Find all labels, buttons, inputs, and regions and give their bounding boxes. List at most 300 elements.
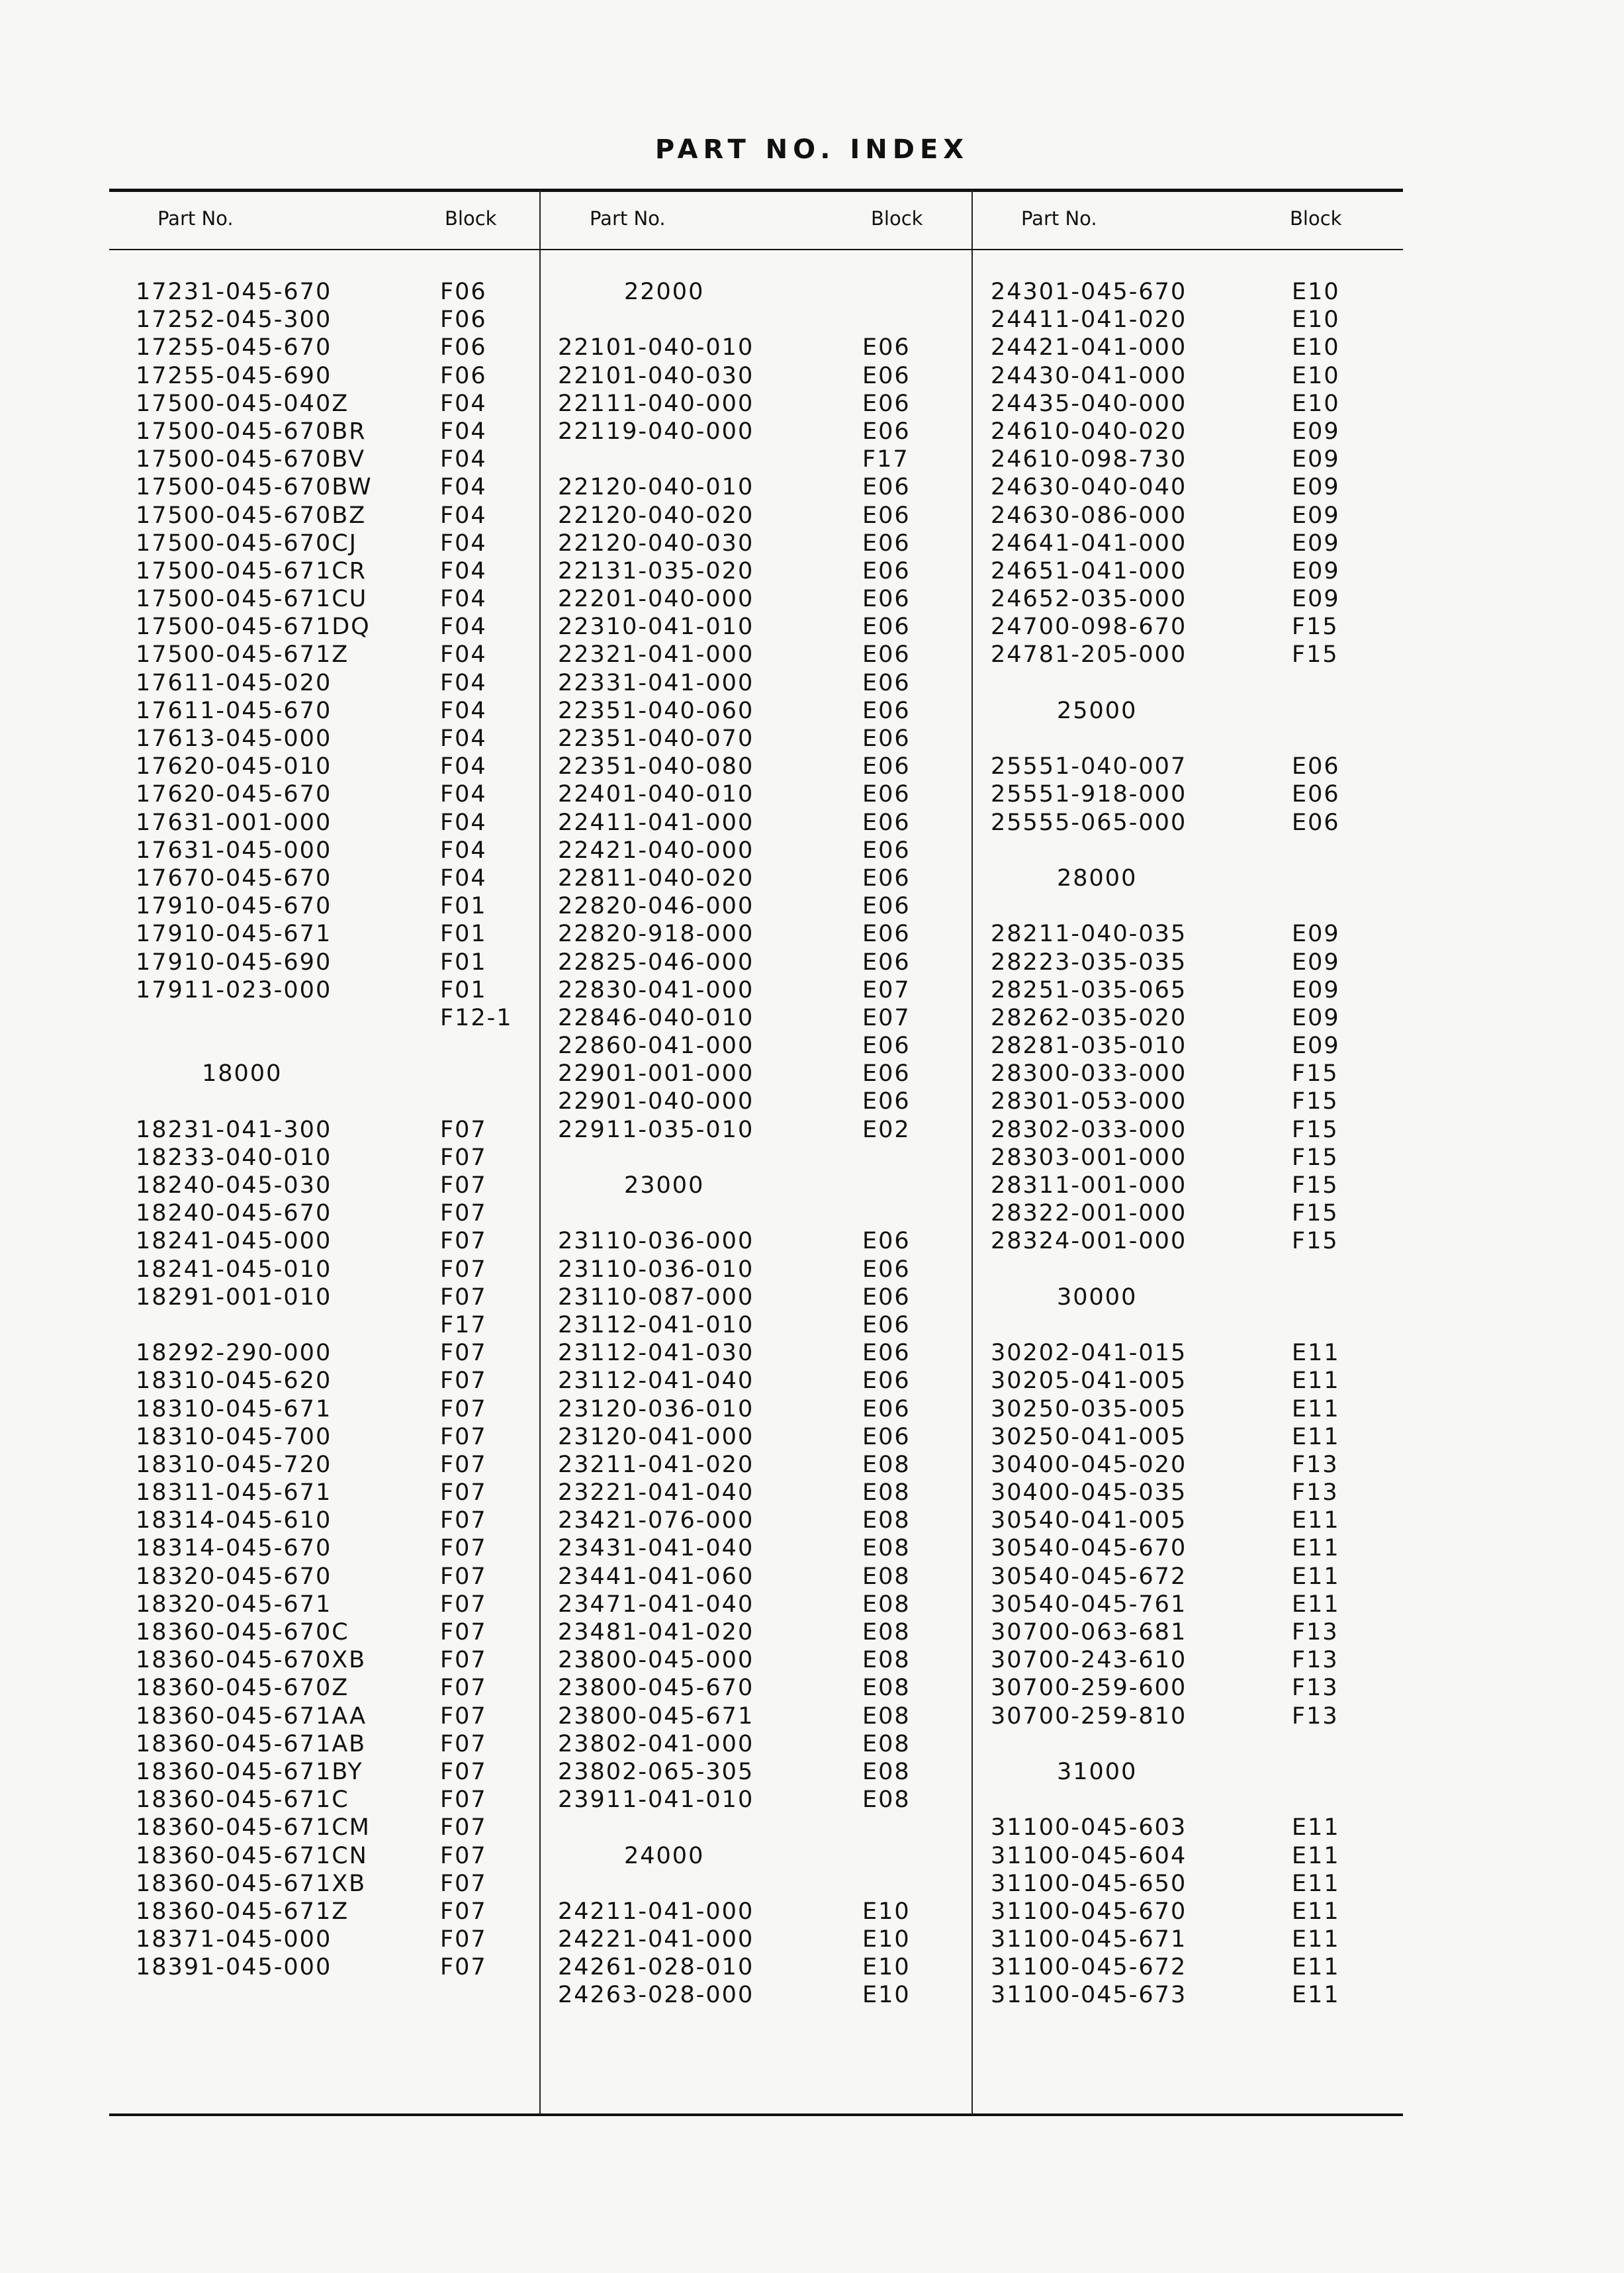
- index-row: [991, 1786, 1358, 1814]
- index-row: [991, 1925, 1358, 1953]
- index-row: [136, 892, 513, 920]
- block-code: E06: [862, 530, 911, 557]
- block-code: E08: [862, 1702, 911, 1730]
- part-number: 18360-045-670XB: [136, 1647, 367, 1674]
- index-row: [558, 1116, 928, 1144]
- part-number: 30540-041-005: [991, 1507, 1187, 1534]
- index-row: [558, 1563, 928, 1591]
- part-number: 17620-045-010: [136, 753, 332, 780]
- part-number: [558, 1814, 862, 1841]
- part-number: 24781-205-000: [991, 641, 1187, 669]
- index-row: [136, 1534, 513, 1562]
- top-rule: [109, 189, 1403, 192]
- block-code: F04: [440, 586, 487, 613]
- part-number: 17500-045-671DQ: [136, 614, 371, 641]
- part-number: 18360-045-671XB: [136, 1870, 367, 1897]
- part-number: 23110-036-010: [558, 1256, 754, 1283]
- part-number: 23802-065-305: [558, 1758, 754, 1785]
- index-row: [558, 892, 928, 920]
- block-code: E11: [1292, 1423, 1340, 1450]
- index-row: [136, 1953, 513, 1981]
- index-row: [558, 557, 928, 585]
- index-row: [991, 445, 1358, 473]
- index-row: [136, 473, 513, 501]
- block-code: E10: [1292, 279, 1340, 305]
- part-number: [991, 669, 1292, 697]
- block-code: F06: [440, 362, 487, 389]
- index-row: [991, 502, 1358, 530]
- index-row: [136, 1814, 513, 1841]
- part-number: 17231-045-670: [136, 279, 332, 305]
- index-row: [558, 1981, 928, 2009]
- block-code: F04: [440, 641, 487, 669]
- block-code: F07: [440, 1507, 487, 1534]
- block-code: E06: [862, 614, 911, 641]
- index-row: [558, 1507, 928, 1534]
- part-number: 30700-259-810: [991, 1702, 1187, 1730]
- index-row: [136, 1199, 513, 1227]
- block-code: F07: [440, 1954, 487, 1981]
- index-row: [558, 753, 928, 780]
- index-row: [558, 613, 928, 641]
- block-code: F07: [440, 1702, 487, 1730]
- index-row: [991, 1953, 1358, 1981]
- block-code: E06: [862, 1340, 911, 1367]
- header-block: Block: [445, 207, 497, 230]
- block-code: F07: [440, 1842, 487, 1869]
- part-number: 22901-001-000: [558, 1060, 754, 1088]
- part-number: 23800-045-671: [558, 1702, 754, 1730]
- index-row: [991, 1479, 1358, 1507]
- group-heading: [558, 1842, 928, 1870]
- block-code: F01: [440, 976, 487, 1003]
- block-code: F07: [440, 1200, 487, 1227]
- index-row: [991, 1339, 1358, 1367]
- block-code: E11: [1292, 1898, 1340, 1925]
- part-number: 24263-028-000: [558, 1982, 754, 2009]
- index-row: [991, 1730, 1358, 1758]
- part-number: 24610-040-020: [991, 418, 1187, 445]
- index-row: [558, 445, 928, 473]
- part-number: 24411-041-020: [991, 306, 1187, 334]
- index-row: [558, 1088, 928, 1115]
- part-number: 18320-045-670: [136, 1563, 332, 1590]
- block-code: E09: [1292, 446, 1340, 473]
- block-code: F17: [862, 446, 909, 473]
- part-number: 23120-036-010: [558, 1395, 754, 1422]
- index-row: [136, 1116, 513, 1144]
- block-code: F07: [440, 1898, 487, 1925]
- block-code: E11: [1292, 1870, 1340, 1897]
- index-row: [558, 1144, 928, 1172]
- part-number: 17911-023-000: [136, 976, 332, 1003]
- part-number: 30250-035-005: [991, 1395, 1187, 1422]
- part-number: 18314-045-610: [136, 1507, 332, 1534]
- index-row: [991, 1507, 1358, 1534]
- index-row: [558, 1702, 928, 1730]
- block-code: E11: [1292, 1814, 1340, 1841]
- part-number: 17500-045-670BZ: [136, 502, 367, 529]
- index-row: [558, 502, 928, 530]
- part-number: 22401-040-010: [558, 781, 754, 808]
- part-number: 22111-040-000: [558, 390, 754, 417]
- part-number: 25551-918-000: [991, 781, 1187, 808]
- index-row: [991, 892, 1358, 920]
- block-code: E11: [1292, 1842, 1340, 1869]
- part-number: 17500-045-670BW: [136, 474, 373, 501]
- part-number: 28251-035-065: [991, 976, 1187, 1003]
- part-number: 28223-035-035: [991, 949, 1187, 976]
- block-code: F07: [440, 1675, 487, 1702]
- block-code: E11: [1292, 1368, 1340, 1395]
- block-code: F04: [440, 697, 487, 724]
- block-code: F04: [440, 837, 487, 864]
- part-number: 18310-045-671: [136, 1395, 332, 1422]
- index-row: [136, 1283, 513, 1311]
- part-number: [991, 892, 1292, 920]
- header-block: Block: [1290, 207, 1342, 230]
- block-code: E08: [862, 1647, 911, 1674]
- block-code: E06: [862, 669, 911, 696]
- part-number: 31100-045-603: [991, 1814, 1187, 1841]
- part-number: 17255-045-690: [136, 362, 332, 389]
- part-number: 24301-045-670: [991, 279, 1187, 305]
- index-row: [991, 1423, 1358, 1451]
- block-code: F04: [440, 530, 487, 557]
- part-number: 28311-001-000: [991, 1172, 1187, 1199]
- index-row: [558, 1395, 928, 1423]
- part-number: [136, 1088, 440, 1115]
- block-code: E06: [1292, 809, 1340, 836]
- index-row: [136, 613, 513, 641]
- index-row: [136, 920, 513, 948]
- block-code: E09: [1292, 921, 1340, 948]
- index-row: [558, 1674, 928, 1702]
- group-number: 22000: [624, 279, 705, 305]
- block-code: F07: [440, 1647, 487, 1674]
- part-number: 22351-040-060: [558, 697, 754, 724]
- part-number: 18360-045-671AB: [136, 1730, 367, 1757]
- part-number: 30700-243-610: [991, 1647, 1187, 1674]
- part-number: [991, 725, 1292, 753]
- block-code: F04: [440, 753, 487, 780]
- index-row: [558, 864, 928, 892]
- header-part-no: Part No.: [1021, 207, 1097, 230]
- index-row: [136, 1311, 513, 1339]
- part-number: 17252-045-300: [136, 306, 332, 334]
- block-code: E06: [862, 641, 911, 669]
- index-row: [558, 1227, 928, 1255]
- block-code: E06: [862, 502, 911, 529]
- part-number: 17611-045-670: [136, 697, 332, 724]
- group-number: 24000: [624, 1842, 705, 1869]
- part-number: 17500-045-671Z: [136, 641, 349, 669]
- block-code: F04: [440, 474, 487, 501]
- index-row: [136, 278, 513, 306]
- part-number: 24641-041-000: [991, 530, 1187, 557]
- index-row: [136, 697, 513, 725]
- block-code: E06: [862, 1368, 911, 1395]
- index-row: [136, 1367, 513, 1395]
- index-row: [991, 1060, 1358, 1088]
- block-code: F07: [440, 1228, 487, 1255]
- index-row: [136, 557, 513, 585]
- part-number: 18360-045-670C: [136, 1619, 349, 1646]
- block-code: F04: [440, 557, 487, 584]
- part-number: 30202-041-015: [991, 1340, 1187, 1367]
- block-code: E09: [1292, 502, 1340, 529]
- part-number: 18241-045-000: [136, 1228, 332, 1255]
- block-code: E10: [862, 1954, 911, 1981]
- part-number: 22331-041-000: [558, 669, 754, 696]
- block-code: E07: [862, 976, 911, 1003]
- block-code: F15: [1292, 1144, 1339, 1171]
- header-rule: [109, 249, 1403, 250]
- part-number: 18240-045-670: [136, 1200, 332, 1227]
- block-code: E09: [1292, 586, 1340, 613]
- index-row: [558, 1339, 928, 1367]
- index-row: [991, 1004, 1358, 1032]
- block-code: F07: [440, 1256, 487, 1283]
- part-number: 30540-045-672: [991, 1563, 1187, 1590]
- block-code: E06: [862, 1395, 911, 1422]
- part-number: 28301-053-000: [991, 1088, 1187, 1115]
- block-code: E07: [862, 1004, 911, 1031]
- page-title: PART NO. INDEX: [654, 134, 970, 165]
- part-number: 23110-087-000: [558, 1283, 754, 1311]
- index-row: [991, 1116, 1358, 1144]
- header-part-no: Part No.: [158, 207, 234, 230]
- index-row: [991, 837, 1358, 864]
- index-row: [558, 780, 928, 808]
- index-row: [558, 306, 928, 334]
- index-row: [136, 1618, 513, 1646]
- block-code: F07: [440, 1591, 487, 1618]
- block-code: F07: [440, 1814, 487, 1841]
- part-number: 18360-045-671AA: [136, 1702, 367, 1730]
- index-row: [558, 1758, 928, 1786]
- index-row: [136, 725, 513, 753]
- part-number: 17500-045-671CU: [136, 586, 368, 613]
- index-row: [991, 1088, 1358, 1115]
- block-code: E09: [1292, 949, 1340, 976]
- part-number: 22101-040-030: [558, 362, 754, 389]
- index-row: [136, 1842, 513, 1870]
- part-number: 31100-045-671: [991, 1926, 1187, 1953]
- part-number: 25555-065-000: [991, 809, 1187, 836]
- index-row: [558, 1953, 928, 1981]
- part-number: 28302-033-000: [991, 1116, 1187, 1143]
- block-code: E11: [1292, 1926, 1340, 1953]
- part-number: 18292-290-000: [136, 1340, 332, 1367]
- index-row: [558, 1870, 928, 1898]
- block-code: E08: [862, 1591, 911, 1618]
- index-row: [558, 1898, 928, 1925]
- index-row: [558, 362, 928, 390]
- part-number: 18240-045-030: [136, 1172, 332, 1199]
- part-number: 17910-045-670: [136, 893, 332, 920]
- index-row: [991, 585, 1358, 613]
- index-row: [136, 1786, 513, 1814]
- index-row: [991, 1702, 1358, 1730]
- part-number: [136, 1032, 440, 1060]
- part-number: 23112-041-040: [558, 1368, 754, 1395]
- part-number: 22911-035-010: [558, 1116, 754, 1143]
- index-row: [991, 1032, 1358, 1060]
- block-code: E10: [862, 1898, 911, 1925]
- part-number: 22830-041-000: [558, 976, 754, 1003]
- block-code: F07: [440, 1283, 487, 1311]
- part-number: 24261-028-010: [558, 1954, 754, 1981]
- group-number: 18000: [202, 1060, 283, 1088]
- block-code: F13: [1292, 1451, 1339, 1478]
- block-code: E06: [1292, 753, 1340, 780]
- block-code: E08: [862, 1479, 911, 1507]
- index-row: [136, 949, 513, 976]
- index-row: [558, 1283, 928, 1311]
- index-row: [991, 390, 1358, 418]
- part-number: 18291-001-010: [136, 1283, 332, 1311]
- index-row: [991, 306, 1358, 334]
- header-block: Block: [871, 207, 923, 230]
- part-number: [991, 1311, 1292, 1339]
- part-number: 23911-041-010: [558, 1786, 754, 1814]
- index-row: [558, 1256, 928, 1283]
- part-number: 23221-041-040: [558, 1479, 754, 1507]
- part-number: 30700-259-600: [991, 1675, 1187, 1702]
- index-row: [991, 1563, 1358, 1591]
- part-number: 23431-041-040: [558, 1535, 754, 1562]
- part-number: 17631-001-000: [136, 809, 332, 836]
- index-row: [991, 1172, 1358, 1199]
- part-number: [991, 1786, 1292, 1814]
- index-column-2: [558, 278, 928, 2010]
- index-row: [136, 1423, 513, 1451]
- part-number: 28300-033-000: [991, 1060, 1187, 1088]
- column-divider: [971, 190, 973, 2115]
- part-number: 23112-041-010: [558, 1311, 754, 1338]
- block-code: E06: [862, 837, 911, 864]
- block-code: F15: [1292, 1172, 1339, 1199]
- index-row: [136, 1870, 513, 1898]
- index-row: [558, 1591, 928, 1618]
- block-code: F04: [440, 390, 487, 417]
- part-number: 30400-045-035: [991, 1479, 1187, 1507]
- index-row: [991, 613, 1358, 641]
- part-number: 18310-045-720: [136, 1451, 332, 1478]
- part-number: [136, 1311, 440, 1339]
- block-code: F07: [440, 1926, 487, 1953]
- index-row: [558, 1451, 928, 1479]
- part-number: 23421-076-000: [558, 1507, 754, 1534]
- index-row: [991, 1898, 1358, 1925]
- index-row: [558, 949, 928, 976]
- index-row: [136, 864, 513, 892]
- index-row: [136, 445, 513, 473]
- header-part-no: Part No.: [590, 207, 666, 230]
- index-row: [991, 1395, 1358, 1423]
- index-row: [991, 1227, 1358, 1255]
- part-number: 31100-045-670: [991, 1898, 1187, 1925]
- index-row: [991, 1367, 1358, 1395]
- part-number: 17613-045-000: [136, 725, 332, 752]
- index-row: [136, 809, 513, 837]
- part-number: 17611-045-020: [136, 669, 332, 696]
- part-number: 24630-040-040: [991, 474, 1187, 501]
- part-number: 24221-041-000: [558, 1926, 754, 1953]
- block-code: E06: [862, 557, 911, 584]
- block-code: E08: [862, 1563, 911, 1590]
- index-row: [558, 1032, 928, 1060]
- block-code: E11: [1292, 1982, 1340, 2009]
- index-row: [558, 1730, 928, 1758]
- block-code: F15: [1292, 1200, 1339, 1227]
- part-number: 24421-041-000: [991, 334, 1187, 361]
- part-number: 18314-045-670: [136, 1535, 332, 1562]
- index-row: [991, 334, 1358, 361]
- index-row: [558, 390, 928, 418]
- block-code: F01: [440, 893, 487, 920]
- part-number: 24211-041-000: [558, 1898, 754, 1925]
- part-number: 23211-041-020: [558, 1451, 754, 1478]
- index-row: [136, 530, 513, 557]
- index-row: [558, 1534, 928, 1562]
- block-code: F12-1: [440, 1004, 513, 1031]
- index-row: [136, 1563, 513, 1591]
- part-number: 22101-040-010: [558, 334, 754, 361]
- block-code: F13: [1292, 1702, 1339, 1730]
- block-code: E06: [862, 1256, 911, 1283]
- part-number: [558, 1870, 862, 1898]
- block-code: E06: [862, 586, 911, 613]
- block-code: F04: [440, 502, 487, 529]
- part-number: 28303-001-000: [991, 1144, 1187, 1171]
- index-row: [991, 1618, 1358, 1646]
- index-row: [558, 725, 928, 753]
- part-number: 18360-045-671C: [136, 1786, 349, 1814]
- block-code: F07: [440, 1535, 487, 1562]
- index-row: [136, 1144, 513, 1172]
- block-code: F04: [440, 725, 487, 752]
- index-row: [991, 362, 1358, 390]
- group-heading: [991, 864, 1358, 892]
- group-number: 23000: [624, 1172, 705, 1199]
- part-number: 18320-045-671: [136, 1591, 332, 1618]
- group-number: 30000: [1057, 1283, 1138, 1311]
- part-number: [991, 1730, 1292, 1758]
- block-code: E06: [862, 697, 911, 724]
- index-row: [136, 1646, 513, 1674]
- index-row: [136, 1925, 513, 1953]
- index-row: [558, 473, 928, 501]
- index-row: [136, 334, 513, 361]
- part-number: 22411-041-000: [558, 809, 754, 836]
- index-row: [558, 837, 928, 864]
- part-number: [136, 1004, 440, 1032]
- index-row: [991, 1981, 1358, 2009]
- index-row: [558, 1311, 928, 1339]
- index-row: [136, 837, 513, 864]
- block-code: E06: [862, 1060, 911, 1088]
- group-heading: [991, 697, 1358, 725]
- bottom-rule: [109, 2113, 1403, 2116]
- part-number: 22901-040-000: [558, 1088, 754, 1115]
- part-number: 22860-041-000: [558, 1033, 754, 1060]
- part-number: 18360-045-671Z: [136, 1898, 349, 1925]
- block-code: F07: [440, 1451, 487, 1478]
- block-code: E09: [1292, 1033, 1340, 1060]
- block-code: F04: [440, 864, 487, 892]
